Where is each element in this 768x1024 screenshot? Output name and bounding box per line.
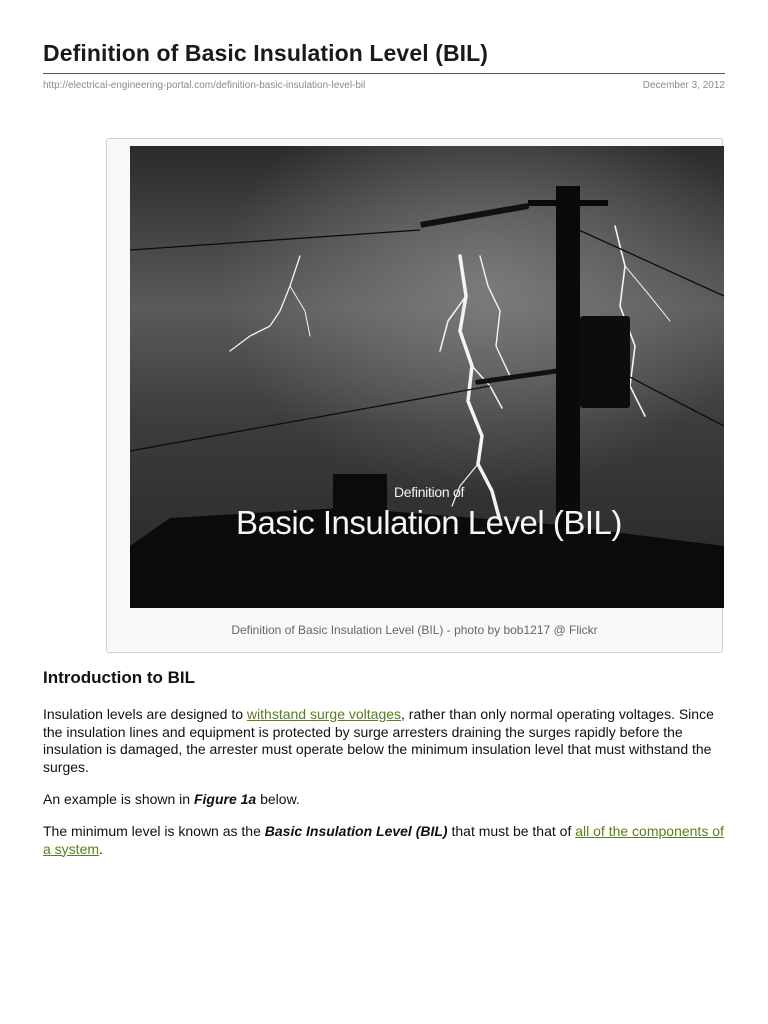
- figure-box: [106, 138, 723, 653]
- figure-reference: Figure 1a: [193, 791, 257, 807]
- title-divider: [43, 73, 725, 74]
- overlay-title: Basic Insulation Level (BIL): [236, 504, 622, 541]
- lightning-photo: [130, 146, 724, 608]
- p2-text-start: An example is shown in: [43, 791, 194, 807]
- components-link[interactable]: all of the components of a system: [43, 823, 724, 857]
- overlay-subtitle: Definition of: [394, 484, 465, 500]
- p3-text-middle: that must be that of: [447, 823, 576, 839]
- paragraph-bil: [43, 823, 725, 858]
- paragraph-example: [43, 791, 725, 809]
- p3-text-end: .: [99, 840, 103, 857]
- source-url: http://electrical-engineering-portal.com/definition-basic-insulation-level-bil: [43, 80, 366, 91]
- bil-term: Basic Insulation Level (BIL): [264, 823, 448, 839]
- section-heading: Introduction to BIL: [43, 668, 196, 687]
- p3-text-start: The minimum level is known as the: [43, 823, 265, 839]
- withstand-surge-link[interactable]: withstand surge voltages: [246, 706, 402, 722]
- page-title: Definition of Basic Insulation Level (BIL): [43, 40, 489, 66]
- p1-text-end: , rather than only normal operating voltages. Since the insulation lines and equipment is protected by surge arresters draining the surges rapidly before the insulation is damaged, the arrester must operate below the minimum insulation level that must withstand the surges.: [43, 706, 714, 775]
- figure-caption: Definition of Basic Insulation Level (BIL) - photo by bob1217 @ Flickr: [231, 623, 598, 637]
- publish-date: December 3, 2012: [642, 80, 725, 91]
- p1-text-start: Insulation levels are designed to: [43, 706, 247, 722]
- paragraph-intro: [43, 706, 725, 776]
- p2-text-end: below.: [256, 791, 300, 807]
